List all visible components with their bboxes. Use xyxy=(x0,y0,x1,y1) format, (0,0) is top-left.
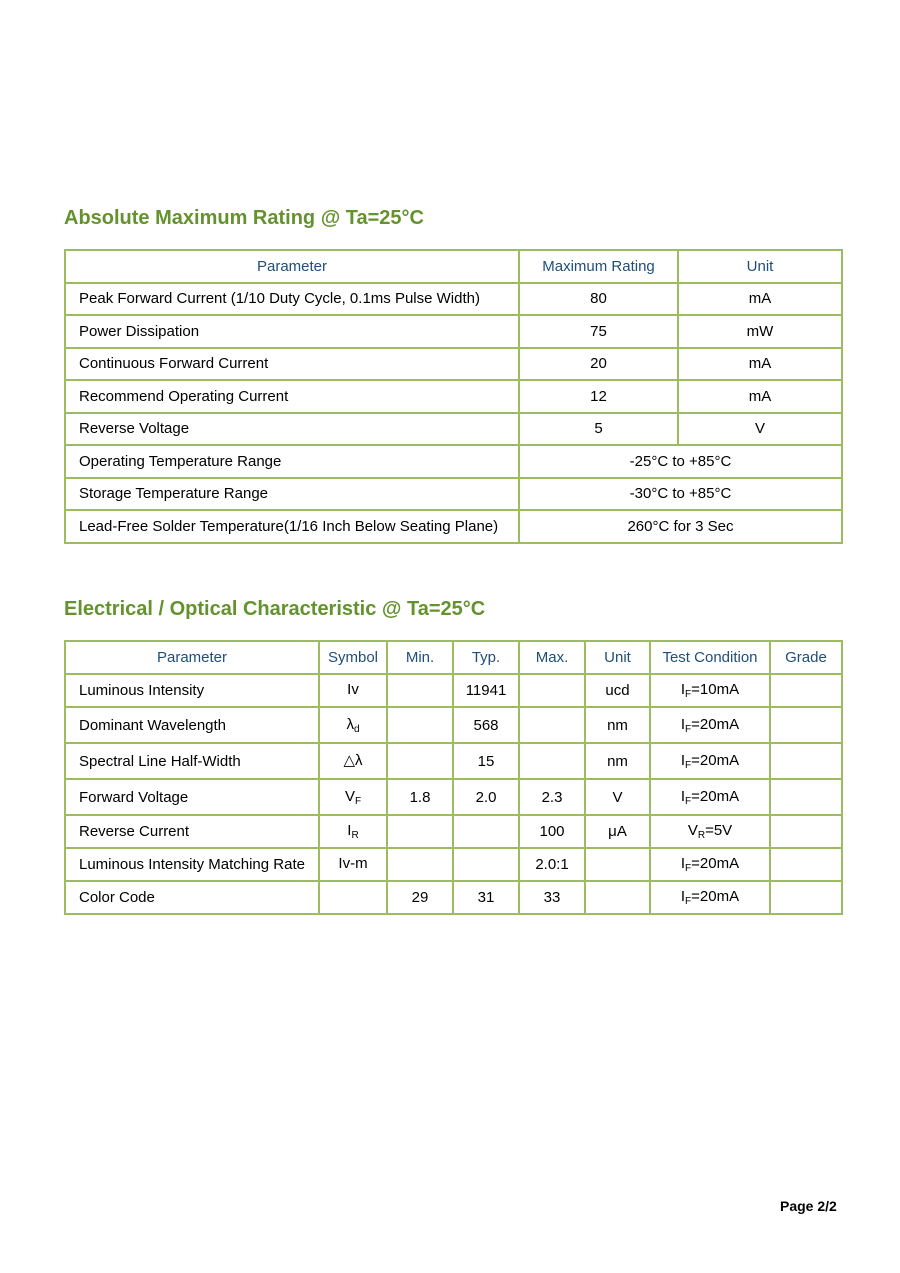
header-unit: Unit xyxy=(585,641,650,674)
table-row xyxy=(65,848,842,881)
row-test-condition: $I_F=20mA$ xyxy=(650,743,770,779)
row-max: 100 xyxy=(519,815,585,848)
row-typ: 31 xyxy=(453,881,519,914)
row-parameter: Lead-Free Solder Temperature(1/16 Inch Below Seating Plane) xyxy=(65,510,519,543)
row-parameter: Spectral Line Half-Width xyxy=(65,743,319,779)
row-min xyxy=(387,743,453,779)
row-rating: -25°C to +85°C xyxy=(519,445,842,478)
table-row xyxy=(65,779,842,815)
row-unit xyxy=(585,881,650,914)
row-max: 33 xyxy=(519,881,585,914)
header-max-rating: Maximum Rating xyxy=(519,250,678,283)
row-typ: 11941 xyxy=(453,674,519,707)
row-test-condition: $I_F=20mA$ xyxy=(650,707,770,743)
row-max: 2.0:1 xyxy=(519,848,585,881)
row-symbol: Iv-m xyxy=(319,848,387,881)
table-row xyxy=(65,283,842,316)
row-unit: mA xyxy=(678,348,842,381)
row-unit: μA xyxy=(585,815,650,848)
row-typ: 2.0 xyxy=(453,779,519,815)
row-rating: 80 xyxy=(519,283,678,316)
row-test-condition: $I_F=20mA$ xyxy=(650,881,770,914)
table-header-row xyxy=(65,250,842,283)
row-symbol: $V_F$ xyxy=(319,779,387,815)
row-unit: V xyxy=(678,413,842,446)
row-parameter: Peak Forward Current (1/10 Duty Cycle, 0.1ms Pulse Width) xyxy=(65,283,519,316)
header-unit: Unit xyxy=(678,250,842,283)
row-rating: 5 xyxy=(519,413,678,446)
row-test-condition: $V_R=5V$ xyxy=(650,815,770,848)
row-typ xyxy=(453,848,519,881)
header-parameter: Parameter xyxy=(65,250,519,283)
row-parameter: Reverse Current xyxy=(65,815,319,848)
row-parameter: Color Code xyxy=(65,881,319,914)
row-grade xyxy=(770,707,842,743)
row-test-condition: $I_F=20mA$ xyxy=(650,779,770,815)
table-row xyxy=(65,674,842,707)
row-grade xyxy=(770,674,842,707)
header-min: Min. xyxy=(387,641,453,674)
row-unit: mW xyxy=(678,315,842,348)
absolute-max-rating-table xyxy=(64,249,843,544)
row-rating: 20 xyxy=(519,348,678,381)
table-row xyxy=(65,348,842,381)
table-row xyxy=(65,478,842,511)
row-max: 2.3 xyxy=(519,779,585,815)
row-rating: 260°C for 3 Sec xyxy=(519,510,842,543)
row-max xyxy=(519,707,585,743)
row-min: 29 xyxy=(387,881,453,914)
table-row xyxy=(65,510,842,543)
table-header-row xyxy=(65,641,842,674)
row-parameter: Luminous Intensity xyxy=(65,674,319,707)
header-max: Max. xyxy=(519,641,585,674)
row-grade xyxy=(770,743,842,779)
row-max xyxy=(519,674,585,707)
header-parameter: Parameter xyxy=(65,641,319,674)
header-test-condition: Test Condition xyxy=(650,641,770,674)
table-row xyxy=(65,445,842,478)
row-test-condition: $I_F=10mA$ xyxy=(650,674,770,707)
row-typ: 15 xyxy=(453,743,519,779)
row-parameter: Forward Voltage xyxy=(65,779,319,815)
row-parameter: Storage Temperature Range xyxy=(65,478,519,511)
header-typ: Typ. xyxy=(453,641,519,674)
table-row xyxy=(65,413,842,446)
electrical-optical-table xyxy=(64,640,843,915)
row-min xyxy=(387,848,453,881)
header-grade: Grade xyxy=(770,641,842,674)
row-grade xyxy=(770,848,842,881)
row-unit: V xyxy=(585,779,650,815)
row-typ: 568 xyxy=(453,707,519,743)
row-parameter: Operating Temperature Range xyxy=(65,445,519,478)
row-unit: mA xyxy=(678,380,842,413)
row-min xyxy=(387,815,453,848)
row-rating: 12 xyxy=(519,380,678,413)
row-min xyxy=(387,707,453,743)
table-row xyxy=(65,815,842,848)
table-row xyxy=(65,743,842,779)
row-unit: nm xyxy=(585,707,650,743)
row-unit: mA xyxy=(678,283,842,316)
header-symbol: Symbol xyxy=(319,641,387,674)
row-test-condition: $I_F=20mA$ xyxy=(650,848,770,881)
row-rating: -30°C to +85°C xyxy=(519,478,842,511)
row-parameter: Dominant Wavelength xyxy=(65,707,319,743)
row-parameter: Power Dissipation xyxy=(65,315,519,348)
row-symbol: $I_R$ xyxy=(319,815,387,848)
table-row xyxy=(65,881,842,914)
page-number: Page 2/2 xyxy=(780,1198,837,1214)
row-parameter: Luminous Intensity Matching Rate xyxy=(65,848,319,881)
row-rating: 75 xyxy=(519,315,678,348)
row-symbol: $\lambda_d$ xyxy=(319,707,387,743)
eoc-title: Electrical / Optical Characteristic @ Ta=25°C xyxy=(64,598,486,620)
row-min xyxy=(387,674,453,707)
row-symbol xyxy=(319,881,387,914)
row-parameter: Recommend Operating Current xyxy=(65,380,519,413)
row-unit xyxy=(585,848,650,881)
row-parameter: Reverse Voltage xyxy=(65,413,519,446)
row-unit: nm xyxy=(585,743,650,779)
row-grade xyxy=(770,779,842,815)
row-grade xyxy=(770,881,842,914)
row-typ xyxy=(453,815,519,848)
amr-title: Absolute Maximum Rating @ Ta=25°C xyxy=(64,207,424,229)
row-unit: ucd xyxy=(585,674,650,707)
row-max xyxy=(519,743,585,779)
row-grade xyxy=(770,815,842,848)
row-parameter: Continuous Forward Current xyxy=(65,348,519,381)
row-min: 1.8 xyxy=(387,779,453,815)
table-row xyxy=(65,315,842,348)
table-row xyxy=(65,707,842,743)
table-row xyxy=(65,380,842,413)
row-symbol: Iv xyxy=(319,674,387,707)
row-symbol: △λ xyxy=(319,743,387,779)
